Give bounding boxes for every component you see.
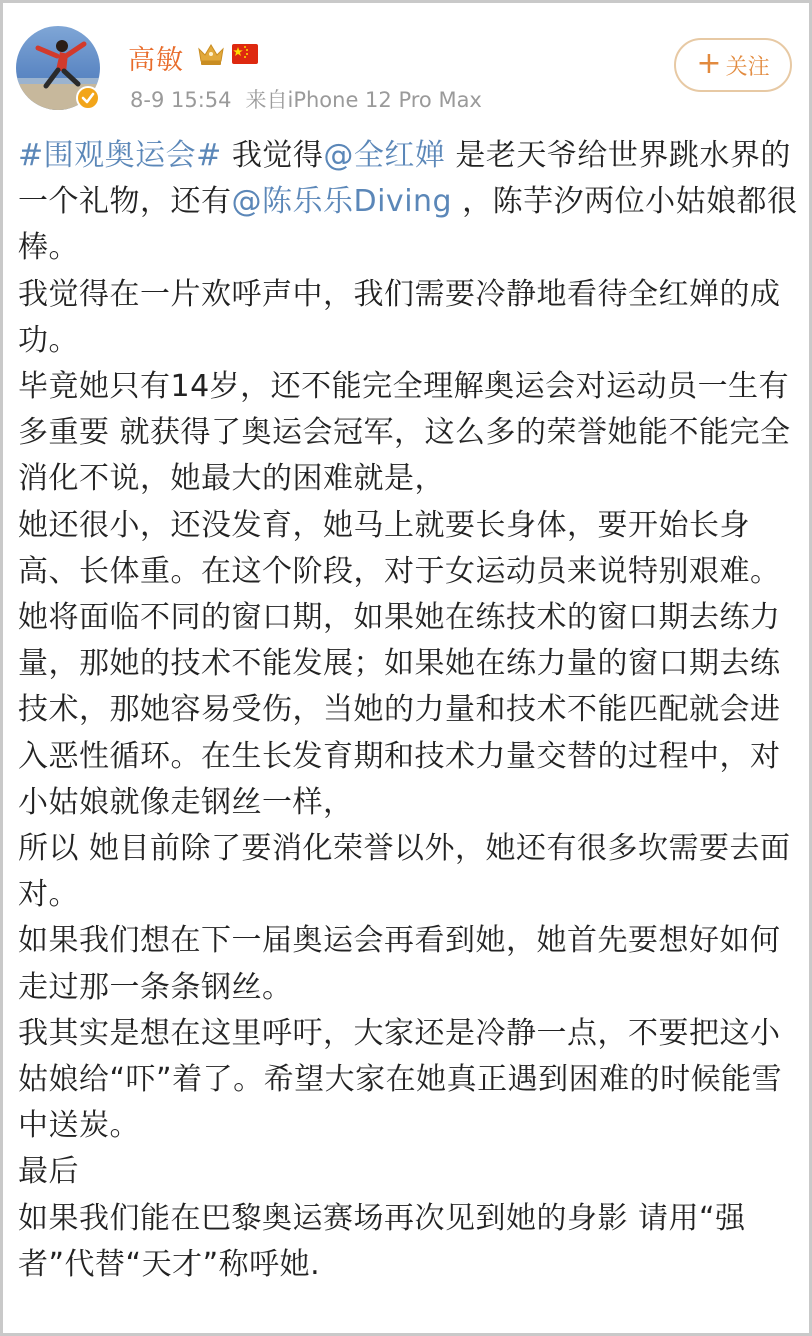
verified-icon — [76, 86, 100, 110]
mention-link-chenlele[interactable]: @陈乐乐Diving — [231, 184, 453, 220]
post-paragraph-8: 我其实是想在这里呼吁，大家还是冷静一点，不要把这小姑娘给“吓”着了。希望大家在她真正遇到困难的时候能雪中送炭。 — [18, 1015, 783, 1144]
post-source[interactable]: 来自iPhone 12 Pro Max — [245, 88, 482, 112]
post-paragraph-1 — [18, 133, 798, 272]
post-paragraph-9: 最后 — [18, 1154, 79, 1190]
post-paragraph-7: 如果我们想在下一届奥运会再看到她，她首先要想好如何走过那一条条钢丝。 — [18, 923, 781, 1005]
post-paragraph-2: 我觉得在一片欢呼声中，我们需要冷静地看待全红婵的成功。 — [18, 276, 781, 358]
post-paragraph-4: 她还很小，还没发育，她马上就要长身体，要开始长身高、长体重。在这个阶段，对于女运动员来说特别艰难。 — [18, 507, 781, 589]
post-paragraph-5: 她将面临不同的窗口期，如果她在练技术的窗口期去练力量，那她的技术不能发展；如果她在练力量的窗口期去练技术，那她容易受伤，当她的力量和技术不能匹配就会进入恶性循环。在生长发育期和技术力量交替的过程中，对小姑娘就像走钢丝一样， — [18, 600, 781, 820]
post-meta — [130, 84, 482, 114]
post-paragraph-6: 所以 她目前除了要消化荣誉以外，她还有很多坎需要去面对。 — [18, 831, 791, 913]
post-body — [18, 133, 798, 1288]
username[interactable]: 高敏 — [128, 45, 184, 76]
plus-icon: + — [696, 45, 722, 81]
post-text: 我觉得 — [221, 138, 324, 173]
follow-button[interactable] — [674, 38, 792, 92]
post-paragraph-10: 如果我们能在巴黎奥运赛场再次见到她的身影 请用“强者”代替“天才”称呼她. — [18, 1200, 746, 1282]
user-badges — [196, 40, 258, 68]
post-timestamp: 8-9 15:54 — [130, 88, 232, 112]
post-header — [0, 0, 812, 130]
post-text: 是老天爷给世界跳水界的一个礼物，还有 — [18, 138, 791, 220]
post-text: ，陈芋汐两位小姑娘都很棒。 — [18, 184, 798, 266]
hashtag-link[interactable]: #围观奥运会# — [18, 138, 222, 173]
mention-link-quanhongchan[interactable]: @全红婵 — [323, 138, 446, 173]
china-flag-icon — [232, 44, 258, 64]
follow-label: 关注 — [725, 54, 770, 80]
post-paragraph-3: 毕竟她只有14岁，还不能完全理解奥运会对运动员一生有多重要 就获得了奥运会冠军，这么多的荣誉她能不能完全消化不说，她最大的困难就是， — [18, 369, 791, 497]
crown-icon — [196, 41, 226, 67]
